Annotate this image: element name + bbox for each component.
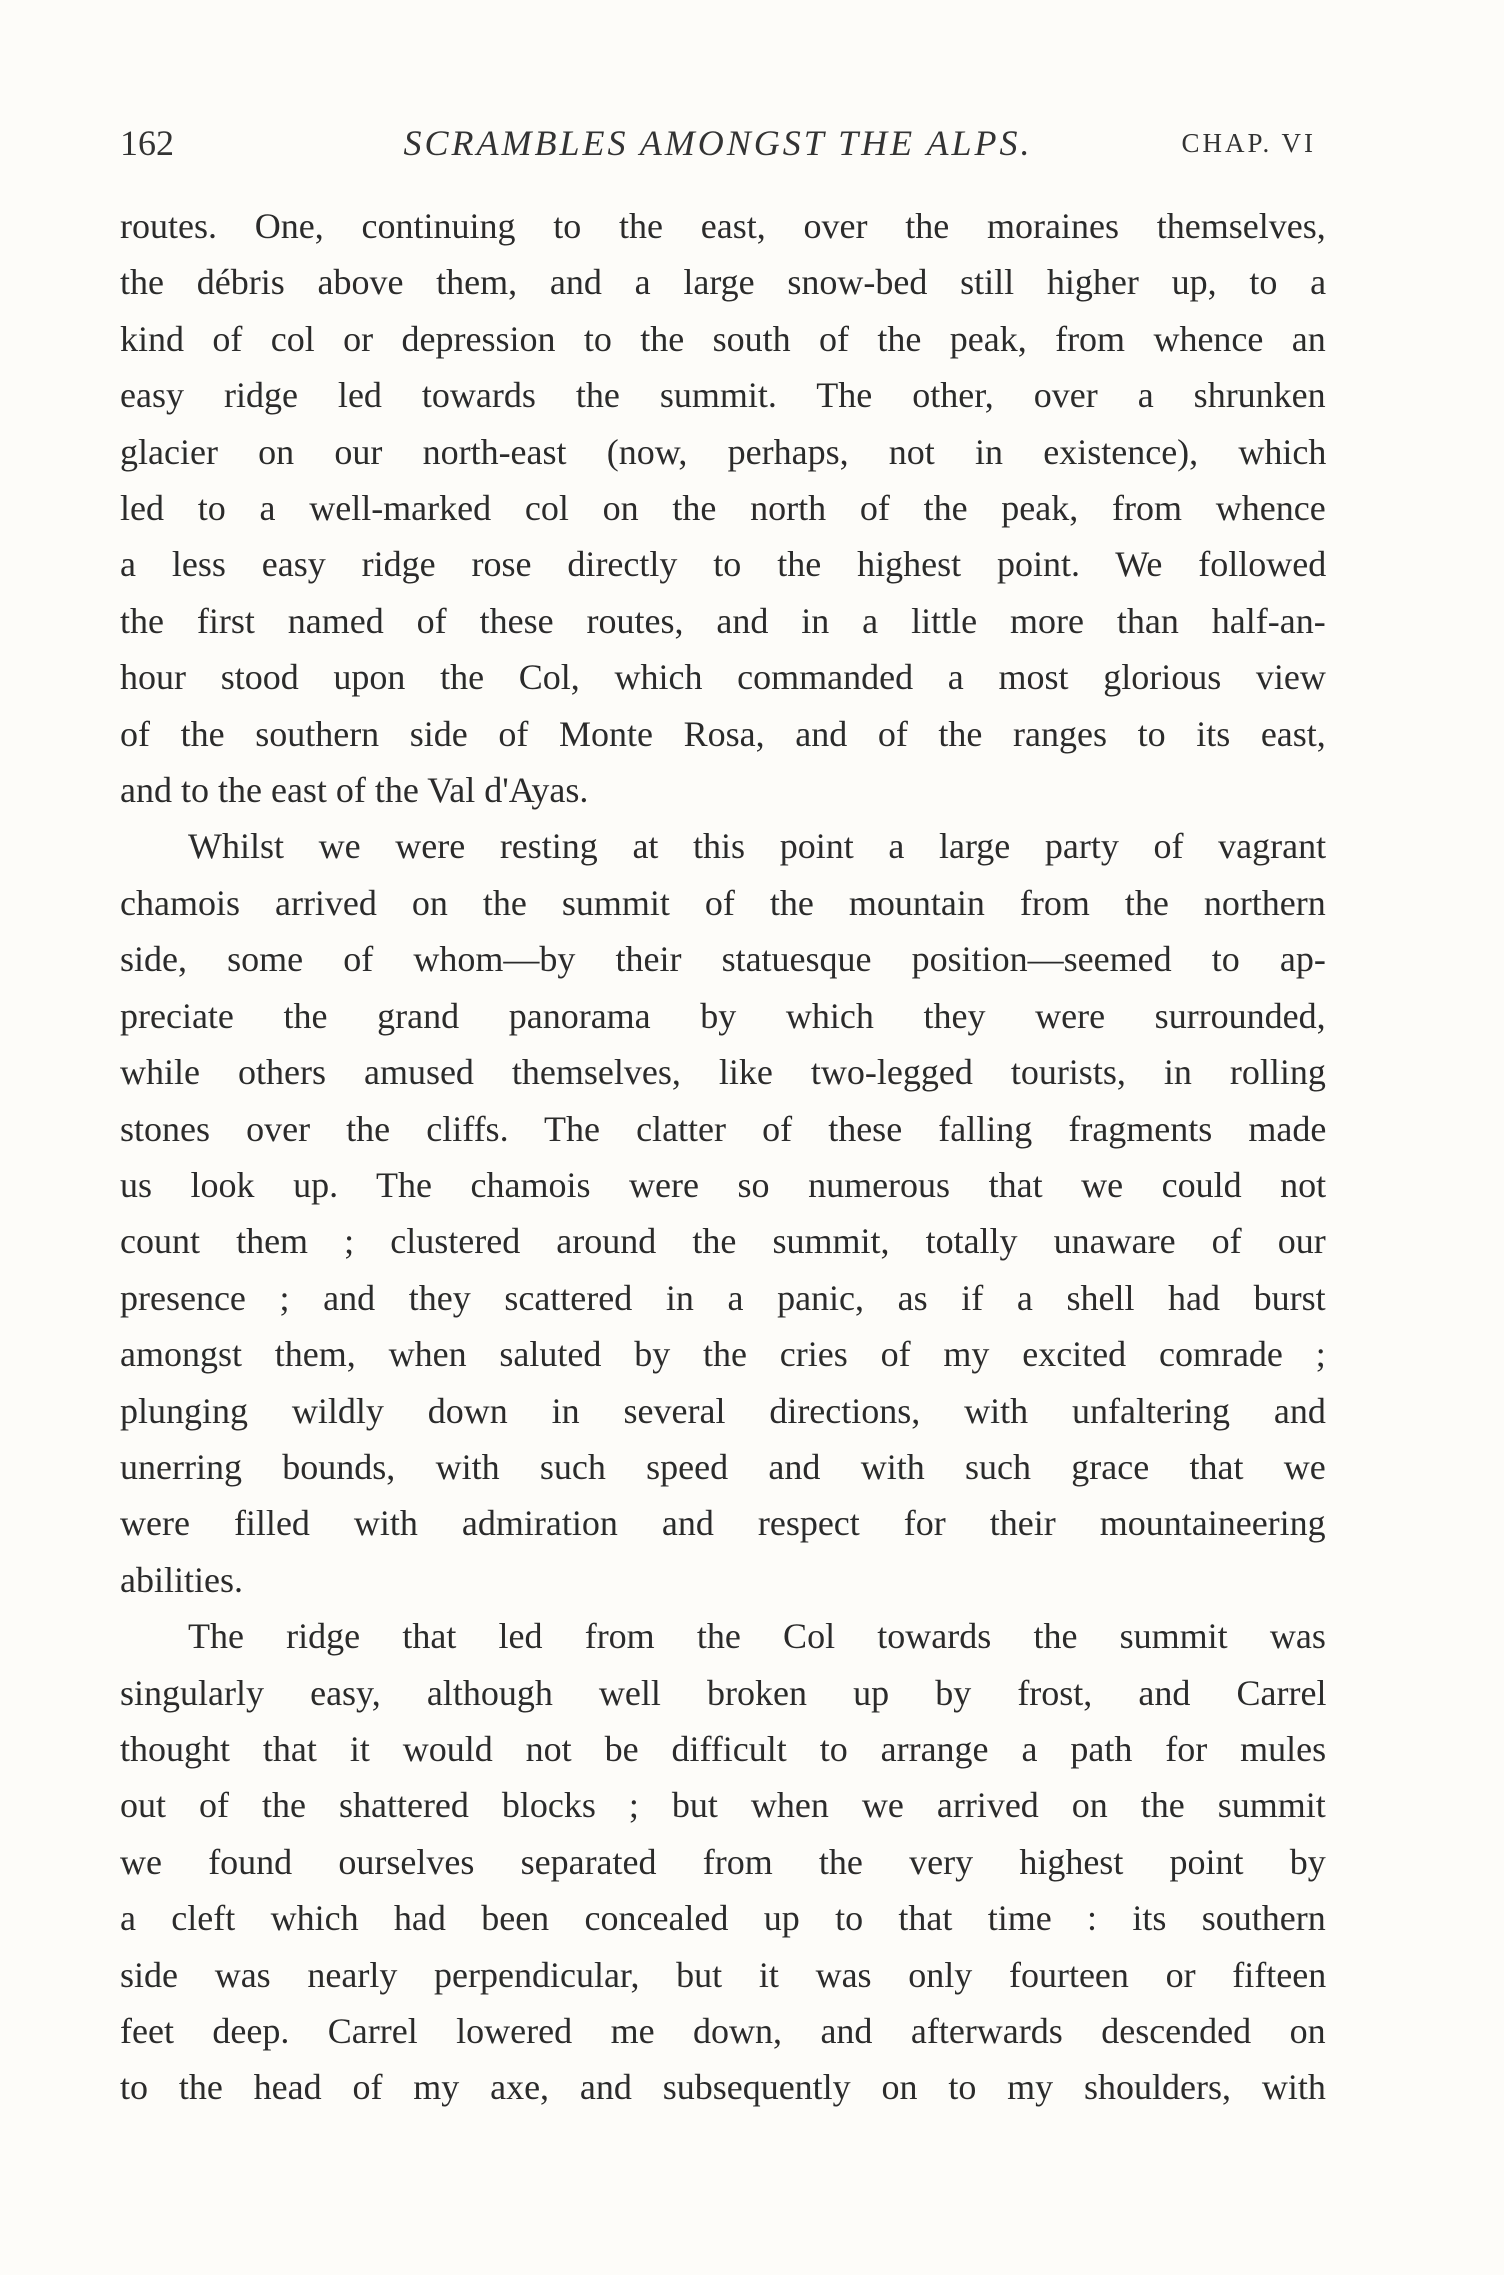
text-line: side was nearly perpendicular, but it was only fourteen or fifteen <box>120 1954 1327 1995</box>
text-line: presence ; and they scattered in a panic, as if a shell had burst <box>120 1277 1326 1318</box>
text-line: a cleft which had been concealed up to that time : its southern <box>120 1898 1326 1939</box>
text-line: feet deep. Carrel lowered me down, and afterwards descended on <box>120 2011 1326 2051</box>
text-line: side, some of whom—by their statuesque position—seemed to ap- <box>120 939 1326 980</box>
text-line: chamois arrived on the summit of the mountain from the northern <box>120 882 1326 923</box>
text-line: to the head of my axe, and subsequently on to my shoulders, with <box>120 2067 1326 2108</box>
text-line: preciate the grand panorama by which they were surrounded, <box>120 995 1326 1036</box>
text-line: a less easy ridge rose directly to the highest point. We followed <box>120 544 1327 585</box>
text-line: led to a well-marked col on the north of the peak, from whence <box>120 488 1326 529</box>
text-line: we found ourselves separated from the very highest point by <box>120 1841 1326 1882</box>
text-line: The ridge that led from the Col towards the summit was <box>188 1616 1326 1657</box>
chapter-label: CHAP. VI <box>1181 128 1316 158</box>
text-line: abilities. <box>120 1559 243 1600</box>
text-line: stones over the cliffs. The clatter of these falling fragments made <box>120 1108 1327 1149</box>
paragraph-2 <box>120 818 1326 1608</box>
text-line: Whilst we were resting at this point a large party of vagrant <box>188 826 1327 867</box>
text-line: of the southern side of Monte Rosa, and of the ranges to its east, <box>120 713 1326 754</box>
text-line: out of the shattered blocks ; but when we arrived on the summit <box>120 1785 1326 1826</box>
text-line: glacier on our north-east (now, perhaps, not in existence), which <box>120 431 1327 472</box>
text-line: routes. One, continuing to the east, over the moraines themselves, <box>120 206 1326 246</box>
paragraph-1 <box>120 198 1326 818</box>
text-line: us look up. The chamois were so numerous that we could not <box>120 1164 1327 1205</box>
text-line: while others amused themselves, like two-legged tourists, in rolling <box>120 1052 1326 1093</box>
page-number: 162 <box>120 123 174 163</box>
text-line: were filled with admiration and respect for their mountaineering <box>120 1503 1326 1544</box>
text-line: unerring bounds, with such speed and with such grace that we <box>120 1446 1326 1487</box>
text-line: easy ridge led towards the summit. The other, over a shrunken <box>120 375 1326 416</box>
text-line: kind of col or depression to the south of the peak, from whence an <box>120 318 1326 359</box>
text-line: thought that it would not be difficult to arrange a path for mules <box>120 1728 1327 1769</box>
text-line: and to the east of the Val d'Ayas. <box>120 770 589 811</box>
text-line: the débris above them, and a large snow-bed still higher up, to a <box>120 262 1327 303</box>
text-line: the first named of these routes, and in a little more than half-an- <box>120 600 1326 641</box>
running-head <box>120 118 1316 168</box>
paragraph-3 <box>120 1608 1326 2116</box>
text-line: plunging wildly down in several directions, with unfaltering and <box>120 1390 1326 1431</box>
text-line: amongst them, when saluted by the cries of my excited comrade ; <box>120 1334 1326 1375</box>
text-line: hour stood upon the Col, which commanded a most glorious view <box>120 657 1326 698</box>
running-title: SCRAMBLES AMONGST THE ALPS. <box>403 123 1033 163</box>
text-line: singularly easy, although well broken up by frost, and Carrel <box>120 1672 1327 1713</box>
body-text <box>120 198 1326 2116</box>
text-line: count them ; clustered around the summit, totally unaware of our <box>120 1221 1326 1262</box>
